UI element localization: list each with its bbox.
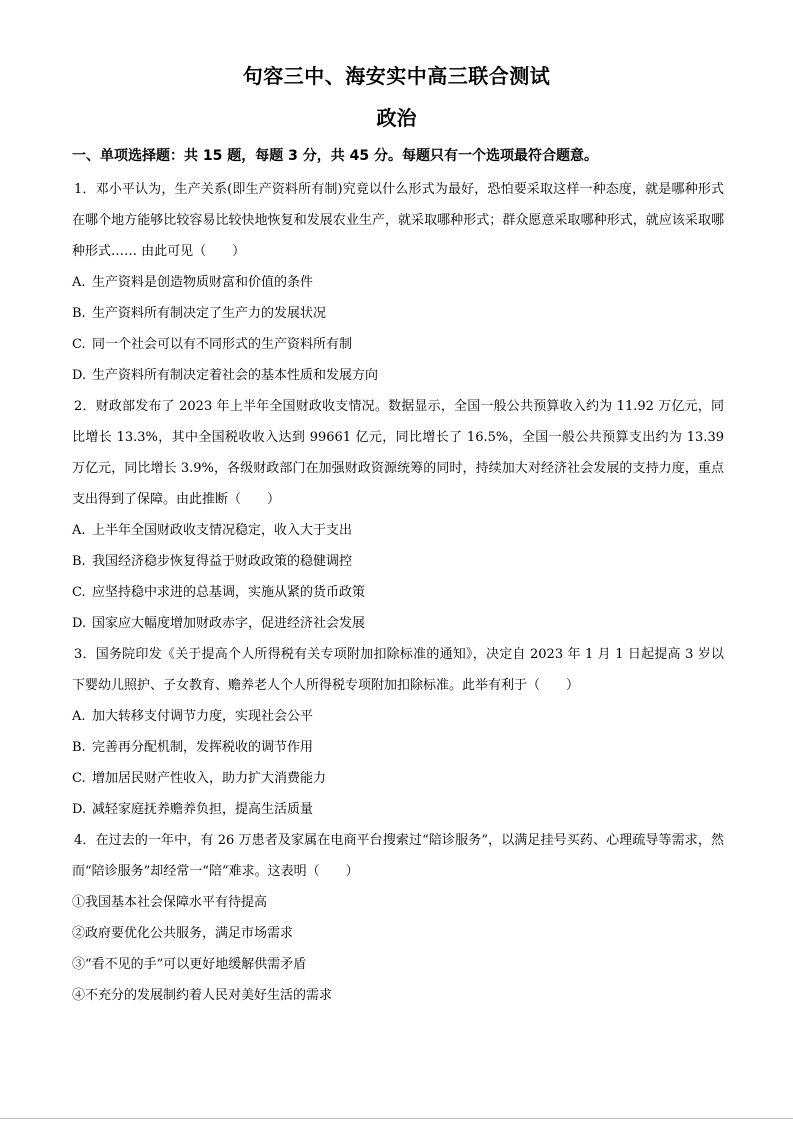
option-letter: D. (72, 616, 87, 631)
page-bottom-divider (0, 1118, 793, 1119)
option-a (72, 267, 724, 298)
option-letter: C. (72, 771, 86, 786)
option-text: 减轻家庭抚养赡养负担，提高生活质量 (92, 802, 314, 817)
question-2 (72, 391, 724, 639)
option-c (72, 329, 724, 360)
option-a (72, 515, 724, 546)
option-b (72, 298, 724, 329)
option-text: 生产资料所有制决定了生产力的发展状况 (92, 306, 327, 321)
option-letter: D. (72, 368, 87, 383)
option-letter: B. (72, 306, 86, 321)
option-letter: B. (72, 554, 86, 569)
statement-3: ③“看不见的手”可以更好地缓解供需矛盾 (72, 957, 307, 972)
option-a (72, 701, 724, 732)
option-text: 生产资料是创造物质财富和价值的条件 (92, 275, 314, 290)
option-c (72, 763, 724, 794)
option-text: 国家应大幅度增加财政赤字，促进经济社会发展 (92, 616, 366, 631)
option-letter: A. (72, 275, 86, 290)
option-text: 增加居民财产性收入，助力扩大消费能力 (92, 771, 327, 786)
option-b (72, 546, 724, 577)
option-text: 同一个社会可以有不同形式的生产资料所有制 (92, 337, 353, 352)
option-b (72, 732, 724, 763)
statement-2: ②政府要优化公共服务，满足市场需求 (72, 926, 294, 941)
question-4 (72, 825, 724, 1011)
option-letter: C. (72, 337, 86, 352)
question-3 (72, 639, 724, 825)
section-heading: 一、单项选择题：共 15 题，每题 3 分，共 45 分。每题只有一个选项最符合题意。 (72, 148, 598, 164)
option-c (72, 577, 724, 608)
option-text: 应坚持稳中求进的总基调，实施从紧的货币政策 (92, 585, 366, 600)
question-stem: 2．财政部发布了 2023 年上半年全国财政收支情况。数据显示，全国一般公共预算收入约为 11.92 万亿元，同比增长 13.3%，其中全国税收收入达到 99661 亿元，同比增长了 16.5%，全国一般公共预算支出约为 13.39 万亿元，同比增长 3.9%，各级财政部门在加强财政资源统筹的同时，持续加大对经济社会发展的支持力度，重点支出得到了保障。由此推断（ ） (72, 399, 724, 507)
question-1 (72, 174, 724, 391)
option-letter: D. (72, 802, 87, 817)
statement-4: ④不充分的发展制约着人民对美好生活的需求 (72, 988, 333, 1003)
exam-title: 句容三中、海安实中高三联合测试 (242, 64, 551, 88)
option-letter: B. (72, 740, 86, 755)
question-stem: 1．邓小平认为，生产关系(即生产资料所有制)究竟以什么形式为最好，恐怕要采取这样一种态度，就是哪种形式在哪个地方能够比较容易比较快地恢复和发展农业生产，就采取哪种形式；群众愿意采取哪种形式，就应该采取哪种形式…… 由此可见（ ） (72, 182, 724, 259)
option-d (72, 360, 724, 391)
question-stem: 4．在过去的一年中，有 26 万患者及家属在电商平台搜索过“陪诊服务”，以满足挂号买药、心理疏导等需求，然而“陪诊服务”却经常一“陪”难求。这表明（ ） (72, 833, 724, 879)
option-text: 上半年全国财政收支情况稳定，收入大于支出 (92, 523, 353, 538)
option-letter: A. (72, 523, 86, 538)
option-d (72, 608, 724, 639)
option-text: 我国经济稳步恢复得益于财政政策的稳健调控 (92, 554, 353, 569)
option-text: 生产资料所有制决定着社会的基本性质和发展方向 (92, 368, 379, 383)
questions-content (72, 174, 724, 1011)
option-letter: C. (72, 585, 86, 600)
option-letter: A. (72, 709, 86, 724)
option-text: 加大转移支付调节力度，实现社会公平 (92, 709, 314, 724)
option-text: 完善再分配机制，发挥税收的调节作用 (92, 740, 314, 755)
statement-1: ①我国基本社会保障水平有待提高 (72, 895, 268, 910)
question-stem: 3．国务院印发《关于提高个人所得税有关专项附加扣除标准的通知》，决定自 2023 年 1 月 1 日起提高 3 岁以下婴幼儿照护、子女教育、赡养老人个人所得税专项附加扣除标准。此举有利于（ ） (72, 647, 724, 693)
subject-title: 政治 (376, 106, 417, 130)
option-d (72, 794, 724, 825)
